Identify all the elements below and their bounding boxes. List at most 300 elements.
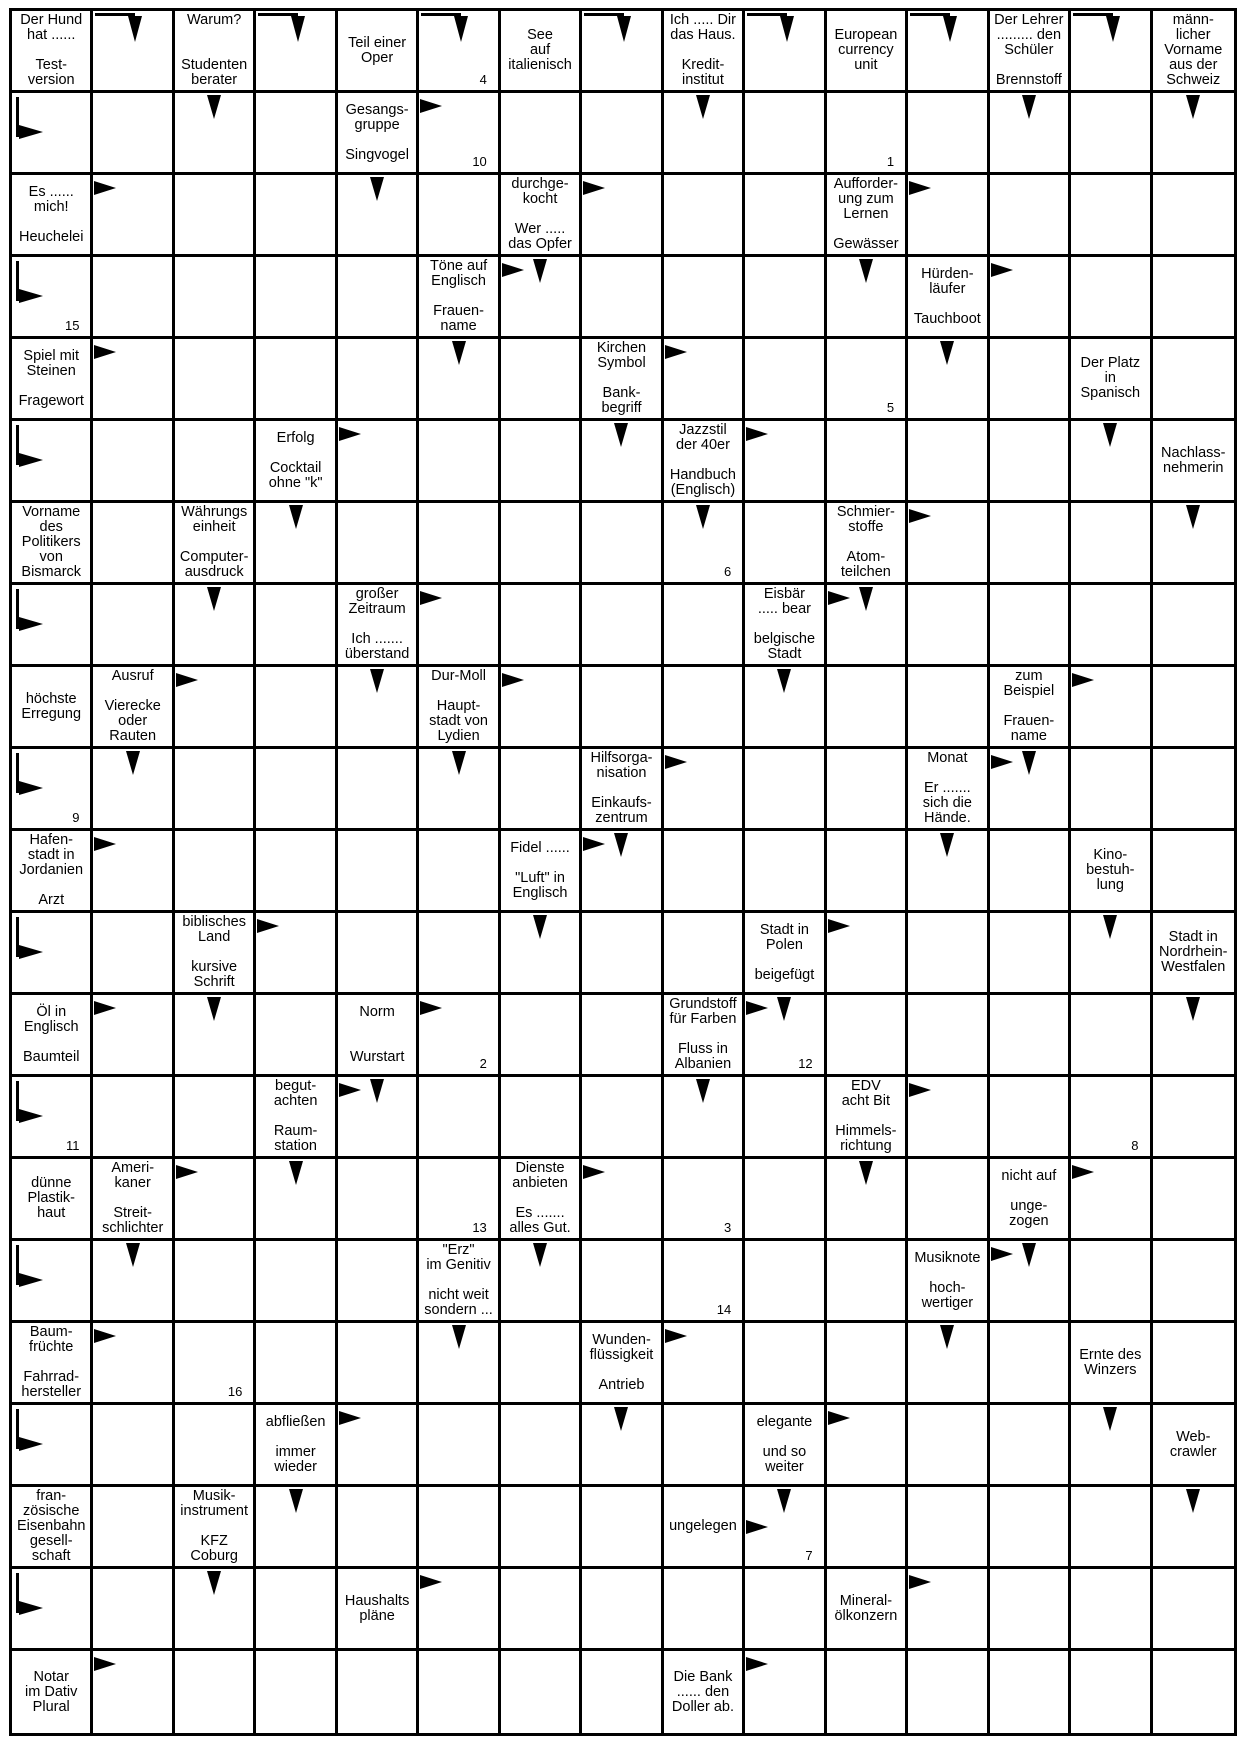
answer-cell-r12c13[interactable] bbox=[1071, 995, 1152, 1077]
answer-cell-r5c13[interactable] bbox=[1071, 421, 1152, 503]
answer-cell-r13c7[interactable] bbox=[582, 1077, 663, 1159]
arrow-right-icon bbox=[909, 1083, 931, 1097]
answer-cell-r15c8[interactable] bbox=[664, 1241, 745, 1323]
answer-cell-r17c7[interactable] bbox=[582, 1405, 663, 1487]
answer-cell-r16c11[interactable] bbox=[908, 1323, 989, 1405]
answer-cell-r1c5[interactable] bbox=[419, 93, 500, 175]
answer-cell-r14c3[interactable] bbox=[256, 1159, 337, 1241]
answer-cell-r0c3[interactable] bbox=[256, 11, 337, 93]
answer-cell-r8c13[interactable] bbox=[1071, 667, 1152, 749]
answer-cell-r9c12[interactable] bbox=[990, 749, 1071, 831]
answer-cell-r20c10[interactable] bbox=[827, 1651, 908, 1733]
clue-text: Kirchen Symbol Bank- begriff bbox=[596, 340, 647, 416]
answer-cell-r1c11[interactable] bbox=[908, 93, 989, 175]
arrow-down-then-right-icon bbox=[12, 1405, 52, 1455]
answer-cell-r19c5[interactable] bbox=[419, 1569, 500, 1651]
answer-cell-r20c5[interactable] bbox=[419, 1651, 500, 1733]
answer-cell-r8c6[interactable] bbox=[501, 667, 582, 749]
clue-text: ungelegen bbox=[669, 1518, 737, 1534]
clue-text: Vorname des Politikers von Bismarck bbox=[21, 504, 82, 580]
answer-cell-r1c13[interactable] bbox=[1071, 93, 1152, 175]
answer-cell-r14c14[interactable] bbox=[1153, 1159, 1234, 1241]
answer-cell-r19c11[interactable] bbox=[908, 1569, 989, 1651]
answer-cell-r19c6[interactable] bbox=[501, 1569, 582, 1651]
answer-cell-r15c1[interactable] bbox=[93, 1241, 174, 1323]
answer-cell-r18c6[interactable] bbox=[501, 1487, 582, 1569]
answer-cell-r3c9[interactable] bbox=[745, 257, 826, 339]
clue-cell-r2c0 bbox=[12, 175, 93, 257]
answer-cell-r5c12[interactable] bbox=[990, 421, 1071, 503]
answer-cell-r8c11[interactable] bbox=[908, 667, 989, 749]
answer-cell-r7c12[interactable] bbox=[990, 585, 1071, 667]
answer-cell-r20c3[interactable] bbox=[256, 1651, 337, 1733]
answer-cell-r0c9[interactable] bbox=[745, 11, 826, 93]
answer-cell-r13c14[interactable] bbox=[1153, 1077, 1234, 1159]
clue-cell-r8c1 bbox=[93, 667, 174, 749]
answer-cell-r5c1[interactable] bbox=[93, 421, 174, 503]
answer-cell-r8c3[interactable] bbox=[256, 667, 337, 749]
clue-cell-r3c5 bbox=[419, 257, 500, 339]
answer-cell-r1c3[interactable] bbox=[256, 93, 337, 175]
answer-cell-r11c8[interactable] bbox=[664, 913, 745, 995]
answer-cell-r10c5[interactable] bbox=[419, 831, 500, 913]
answer-cell-r12c6[interactable] bbox=[501, 995, 582, 1077]
answer-cell-r18c11[interactable] bbox=[908, 1487, 989, 1569]
clue-text: abfließen immer wieder bbox=[265, 1413, 326, 1475]
answer-cell-r20c9[interactable] bbox=[745, 1651, 826, 1733]
answer-cell-r18c10[interactable] bbox=[827, 1487, 908, 1569]
clue-cell-r18c8 bbox=[664, 1487, 745, 1569]
answer-cell-r18c5[interactable] bbox=[419, 1487, 500, 1569]
answer-cell-r16c10[interactable] bbox=[827, 1323, 908, 1405]
answer-cell-r6c7[interactable] bbox=[582, 503, 663, 585]
answer-cell-r12c7[interactable] bbox=[582, 995, 663, 1077]
answer-cell-r15c10[interactable] bbox=[827, 1241, 908, 1323]
answer-cell-r17c10[interactable] bbox=[827, 1405, 908, 1487]
answer-cell-r3c12[interactable] bbox=[990, 257, 1071, 339]
answer-cell-r10c3[interactable] bbox=[256, 831, 337, 913]
answer-cell-r18c14[interactable] bbox=[1153, 1487, 1234, 1569]
answer-cell-r2c12[interactable] bbox=[990, 175, 1071, 257]
answer-cell-r8c4[interactable] bbox=[338, 667, 419, 749]
answer-cell-r14c10[interactable] bbox=[827, 1159, 908, 1241]
answer-cell-r2c3[interactable] bbox=[256, 175, 337, 257]
answer-cell-r6c4[interactable] bbox=[338, 503, 419, 585]
answer-cell-r11c12[interactable] bbox=[990, 913, 1071, 995]
clue-text: Hilfsorga- nisation Einkaufs- zentrum bbox=[590, 750, 653, 826]
answer-cell-r13c9[interactable] bbox=[745, 1077, 826, 1159]
answer-cell-r12c5[interactable] bbox=[419, 995, 500, 1077]
answer-cell-r3c1[interactable] bbox=[93, 257, 174, 339]
answer-cell-r20c11[interactable] bbox=[908, 1651, 989, 1733]
answer-cell-r4c12[interactable] bbox=[990, 339, 1071, 421]
answer-cell-r10c12[interactable] bbox=[990, 831, 1071, 913]
answer-cell-r20c2[interactable] bbox=[175, 1651, 256, 1733]
answer-cell-r6c1[interactable] bbox=[93, 503, 174, 585]
answer-cell-r13c11[interactable] bbox=[908, 1077, 989, 1159]
answer-cell-r1c9[interactable] bbox=[745, 93, 826, 175]
answer-cell-r20c12[interactable] bbox=[990, 1651, 1071, 1733]
answer-cell-r12c9[interactable] bbox=[745, 995, 826, 1077]
answer-cell-r14c4[interactable] bbox=[338, 1159, 419, 1241]
answer-cell-r13c13[interactable] bbox=[1071, 1077, 1152, 1159]
answer-cell-r11c0[interactable] bbox=[12, 913, 93, 995]
answer-cell-r16c12[interactable] bbox=[990, 1323, 1071, 1405]
answer-cell-r13c6[interactable] bbox=[501, 1077, 582, 1159]
clue-text: fran- zösische Eisenbahn gesell- schaft bbox=[16, 1488, 86, 1564]
answer-cell-r13c0[interactable] bbox=[12, 1077, 93, 1159]
answer-cell-r18c9[interactable] bbox=[745, 1487, 826, 1569]
answer-cell-r2c11[interactable] bbox=[908, 175, 989, 257]
answer-cell-r8c9[interactable] bbox=[745, 667, 826, 749]
answer-cell-r0c11[interactable] bbox=[908, 11, 989, 93]
answer-cell-r4c9[interactable] bbox=[745, 339, 826, 421]
answer-cell-r1c10[interactable] bbox=[827, 93, 908, 175]
clue-cell-r8c5 bbox=[419, 667, 500, 749]
answer-cell-r11c10[interactable] bbox=[827, 913, 908, 995]
answer-cell-r14c11[interactable] bbox=[908, 1159, 989, 1241]
answer-cell-r4c6[interactable] bbox=[501, 339, 582, 421]
answer-cell-r9c6[interactable] bbox=[501, 749, 582, 831]
answer-cell-r11c1[interactable] bbox=[93, 913, 174, 995]
answer-cell-r5c6[interactable] bbox=[501, 421, 582, 503]
answer-cell-r17c12[interactable] bbox=[990, 1405, 1071, 1487]
answer-cell-r7c0[interactable] bbox=[12, 585, 93, 667]
answer-cell-r0c7[interactable] bbox=[582, 11, 663, 93]
answer-cell-r19c7[interactable] bbox=[582, 1569, 663, 1651]
answer-cell-r2c5[interactable] bbox=[419, 175, 500, 257]
answer-cell-r1c2[interactable] bbox=[175, 93, 256, 175]
answer-cell-r10c4[interactable] bbox=[338, 831, 419, 913]
answer-cell-r10c11[interactable] bbox=[908, 831, 989, 913]
clue-text: nicht auf unge- zogen bbox=[1001, 1167, 1057, 1229]
answer-cell-r14c9[interactable] bbox=[745, 1159, 826, 1241]
answer-cell-r16c1[interactable] bbox=[93, 1323, 174, 1405]
answer-cell-r13c2[interactable] bbox=[175, 1077, 256, 1159]
answer-cell-r18c13[interactable] bbox=[1071, 1487, 1152, 1569]
answer-cell-r15c13[interactable] bbox=[1071, 1241, 1152, 1323]
answer-cell-r6c11[interactable] bbox=[908, 503, 989, 585]
answer-cell-r3c13[interactable] bbox=[1071, 257, 1152, 339]
answer-cell-r19c8[interactable] bbox=[664, 1569, 745, 1651]
answer-cell-r15c0[interactable] bbox=[12, 1241, 93, 1323]
answer-cell-r17c1[interactable] bbox=[93, 1405, 174, 1487]
answer-cell-r1c12[interactable] bbox=[990, 93, 1071, 175]
answer-cell-r7c1[interactable] bbox=[93, 585, 174, 667]
answer-cell-r20c6[interactable] bbox=[501, 1651, 582, 1733]
answer-cell-r11c3[interactable] bbox=[256, 913, 337, 995]
clue-cell-r7c4 bbox=[338, 585, 419, 667]
answer-cell-r4c1[interactable] bbox=[93, 339, 174, 421]
clue-text: Kino- bestuh- lung bbox=[1086, 847, 1135, 893]
arrow-down-icon bbox=[1103, 423, 1117, 447]
answer-cell-r20c1[interactable] bbox=[93, 1651, 174, 1733]
answer-cell-r15c12[interactable] bbox=[990, 1241, 1071, 1323]
arrow-down-icon bbox=[533, 1243, 547, 1267]
answer-cell-r15c6[interactable] bbox=[501, 1241, 582, 1323]
answer-cell-r9c4[interactable] bbox=[338, 749, 419, 831]
answer-cell-r14c7[interactable] bbox=[582, 1159, 663, 1241]
answer-cell-r3c8[interactable] bbox=[664, 257, 745, 339]
answer-cell-r5c7[interactable] bbox=[582, 421, 663, 503]
answer-cell-r1c6[interactable] bbox=[501, 93, 582, 175]
answer-cell-r10c14[interactable] bbox=[1153, 831, 1234, 913]
arrow-right-icon bbox=[909, 1575, 931, 1589]
arrow-down-icon bbox=[207, 95, 221, 119]
answer-cell-r7c7[interactable] bbox=[582, 585, 663, 667]
answer-cell-r20c13[interactable] bbox=[1071, 1651, 1152, 1733]
answer-cell-r19c14[interactable] bbox=[1153, 1569, 1234, 1651]
answer-cell-r0c13[interactable] bbox=[1071, 11, 1152, 93]
answer-cell-r2c14[interactable] bbox=[1153, 175, 1234, 257]
answer-cell-r15c2[interactable] bbox=[175, 1241, 256, 1323]
answer-cell-r14c8[interactable] bbox=[664, 1159, 745, 1241]
answer-cell-r14c5[interactable] bbox=[419, 1159, 500, 1241]
answer-cell-r7c2[interactable] bbox=[175, 585, 256, 667]
arrow-down-icon bbox=[452, 341, 466, 365]
answer-cell-r12c10[interactable] bbox=[827, 995, 908, 1077]
answer-cell-r19c13[interactable] bbox=[1071, 1569, 1152, 1651]
answer-cell-r5c9[interactable] bbox=[745, 421, 826, 503]
answer-cell-r13c1[interactable] bbox=[93, 1077, 174, 1159]
answer-cell-r1c0[interactable] bbox=[12, 93, 93, 175]
answer-cell-r10c7[interactable] bbox=[582, 831, 663, 913]
answer-cell-r5c0[interactable] bbox=[12, 421, 93, 503]
answer-cell-r12c3[interactable] bbox=[256, 995, 337, 1077]
answer-cell-r12c11[interactable] bbox=[908, 995, 989, 1077]
answer-cell-r19c9[interactable] bbox=[745, 1569, 826, 1651]
answer-cell-r7c13[interactable] bbox=[1071, 585, 1152, 667]
clue-cell-r4c7 bbox=[582, 339, 663, 421]
answer-cell-r10c10[interactable] bbox=[827, 831, 908, 913]
clue-cell-r4c13 bbox=[1071, 339, 1152, 421]
answer-cell-r8c14[interactable] bbox=[1153, 667, 1234, 749]
answer-cell-r17c5[interactable] bbox=[419, 1405, 500, 1487]
answer-cell-r6c3[interactable] bbox=[256, 503, 337, 585]
answer-cell-r7c5[interactable] bbox=[419, 585, 500, 667]
answer-cell-r3c6[interactable] bbox=[501, 257, 582, 339]
answer-cell-r18c1[interactable] bbox=[93, 1487, 174, 1569]
answer-cell-r7c11[interactable] bbox=[908, 585, 989, 667]
answer-cell-r17c8[interactable] bbox=[664, 1405, 745, 1487]
answer-cell-r16c5[interactable] bbox=[419, 1323, 500, 1405]
answer-cell-r17c11[interactable] bbox=[908, 1405, 989, 1487]
answer-cell-r16c8[interactable] bbox=[664, 1323, 745, 1405]
answer-cell-r18c12[interactable] bbox=[990, 1487, 1071, 1569]
answer-cell-r9c9[interactable] bbox=[745, 749, 826, 831]
answer-cell-r10c8[interactable] bbox=[664, 831, 745, 913]
arrow-right-icon bbox=[909, 509, 931, 523]
answer-cell-r19c2[interactable] bbox=[175, 1569, 256, 1651]
answer-cell-r0c5[interactable] bbox=[419, 11, 500, 93]
arrow-down-icon bbox=[289, 1489, 303, 1513]
clue-text: Wunden- flüssigkeit Antrieb bbox=[589, 1331, 654, 1393]
answer-cell-r5c2[interactable] bbox=[175, 421, 256, 503]
answer-cell-r4c11[interactable] bbox=[908, 339, 989, 421]
answer-cell-r9c0[interactable] bbox=[12, 749, 93, 831]
answer-cell-r18c7[interactable] bbox=[582, 1487, 663, 1569]
answer-cell-r15c4[interactable] bbox=[338, 1241, 419, 1323]
answer-cell-r18c4[interactable] bbox=[338, 1487, 419, 1569]
answer-cell-r12c12[interactable] bbox=[990, 995, 1071, 1077]
answer-cell-r8c10[interactable] bbox=[827, 667, 908, 749]
answer-cell-r2c4[interactable] bbox=[338, 175, 419, 257]
answer-cell-r1c1[interactable] bbox=[93, 93, 174, 175]
answer-cell-r9c1[interactable] bbox=[93, 749, 174, 831]
answer-cell-r4c10[interactable] bbox=[827, 339, 908, 421]
answer-cell-r3c10[interactable] bbox=[827, 257, 908, 339]
answer-cell-r16c6[interactable] bbox=[501, 1323, 582, 1405]
clue-text: höchste Erregung bbox=[21, 690, 82, 722]
arrow-right-icon bbox=[420, 591, 442, 605]
arrow-down-then-right-icon bbox=[12, 421, 52, 471]
answer-cell-r2c13[interactable] bbox=[1071, 175, 1152, 257]
arrow-right-icon bbox=[746, 1520, 768, 1534]
answer-cell-r2c1[interactable] bbox=[93, 175, 174, 257]
answer-cell-r11c6[interactable] bbox=[501, 913, 582, 995]
answer-cell-r1c7[interactable] bbox=[582, 93, 663, 175]
answer-cell-r7c3[interactable] bbox=[256, 585, 337, 667]
answer-cell-r3c4[interactable] bbox=[338, 257, 419, 339]
answer-cell-r13c12[interactable] bbox=[990, 1077, 1071, 1159]
answer-cell-r2c8[interactable] bbox=[664, 175, 745, 257]
solution-number: 16 bbox=[227, 1384, 243, 1399]
answer-cell-r4c4[interactable] bbox=[338, 339, 419, 421]
answer-cell-r17c13[interactable] bbox=[1071, 1405, 1152, 1487]
answer-cell-r6c13[interactable] bbox=[1071, 503, 1152, 585]
answer-cell-r6c9[interactable] bbox=[745, 503, 826, 585]
answer-cell-r20c7[interactable] bbox=[582, 1651, 663, 1733]
answer-cell-r11c4[interactable] bbox=[338, 913, 419, 995]
answer-cell-r3c0[interactable] bbox=[12, 257, 93, 339]
answer-cell-r19c12[interactable] bbox=[990, 1569, 1071, 1651]
answer-cell-r16c14[interactable] bbox=[1153, 1323, 1234, 1405]
answer-cell-r10c9[interactable] bbox=[745, 831, 826, 913]
answer-cell-r16c3[interactable] bbox=[256, 1323, 337, 1405]
answer-cell-r9c10[interactable] bbox=[827, 749, 908, 831]
answer-cell-r3c2[interactable] bbox=[175, 257, 256, 339]
answer-cell-r3c14[interactable] bbox=[1153, 257, 1234, 339]
answer-cell-r7c10[interactable] bbox=[827, 585, 908, 667]
answer-cell-r7c6[interactable] bbox=[501, 585, 582, 667]
arrow-right-icon bbox=[1072, 1165, 1094, 1179]
answer-cell-r10c2[interactable] bbox=[175, 831, 256, 913]
answer-cell-r14c2[interactable] bbox=[175, 1159, 256, 1241]
answer-cell-r12c1[interactable] bbox=[93, 995, 174, 1077]
answer-cell-r12c2[interactable] bbox=[175, 995, 256, 1077]
crossword-grid bbox=[9, 8, 1237, 1736]
answer-cell-r2c9[interactable] bbox=[745, 175, 826, 257]
answer-cell-r6c14[interactable] bbox=[1153, 503, 1234, 585]
solution-number: 12 bbox=[798, 1056, 813, 1071]
answer-cell-r16c9[interactable] bbox=[745, 1323, 826, 1405]
answer-cell-r9c3[interactable] bbox=[256, 749, 337, 831]
arrow-down-icon bbox=[614, 1407, 628, 1431]
answer-cell-r17c2[interactable] bbox=[175, 1405, 256, 1487]
answer-cell-r6c5[interactable] bbox=[419, 503, 500, 585]
answer-cell-r0c1[interactable] bbox=[93, 11, 174, 93]
answer-cell-r19c3[interactable] bbox=[256, 1569, 337, 1651]
answer-cell-r19c0[interactable] bbox=[12, 1569, 93, 1651]
answer-cell-r2c7[interactable] bbox=[582, 175, 663, 257]
answer-cell-r4c8[interactable] bbox=[664, 339, 745, 421]
answer-cell-r1c8[interactable] bbox=[664, 93, 745, 175]
answer-cell-r7c14[interactable] bbox=[1153, 585, 1234, 667]
answer-cell-r6c8[interactable] bbox=[664, 503, 745, 585]
answer-cell-r6c6[interactable] bbox=[501, 503, 582, 585]
answer-cell-r17c0[interactable] bbox=[12, 1405, 93, 1487]
clue-text: biblisches Land kursive Schrift bbox=[182, 914, 246, 990]
clue-cell-r14c0 bbox=[12, 1159, 93, 1241]
answer-cell-r7c8[interactable] bbox=[664, 585, 745, 667]
answer-cell-r17c6[interactable] bbox=[501, 1405, 582, 1487]
answer-cell-r9c5[interactable] bbox=[419, 749, 500, 831]
answer-cell-r13c4[interactable] bbox=[338, 1077, 419, 1159]
clue-cell-r6c10 bbox=[827, 503, 908, 585]
arrow-down-icon bbox=[696, 95, 710, 119]
arrow-down-icon bbox=[126, 1243, 140, 1267]
answer-cell-r15c9[interactable] bbox=[745, 1241, 826, 1323]
answer-cell-r3c3[interactable] bbox=[256, 257, 337, 339]
arrow-down-icon bbox=[452, 1325, 466, 1349]
answer-cell-r20c14[interactable] bbox=[1153, 1651, 1234, 1733]
answer-cell-r9c8[interactable] bbox=[664, 749, 745, 831]
answer-cell-r8c8[interactable] bbox=[664, 667, 745, 749]
answer-cell-r15c14[interactable] bbox=[1153, 1241, 1234, 1323]
answer-cell-r14c13[interactable] bbox=[1071, 1159, 1152, 1241]
answer-cell-r11c5[interactable] bbox=[419, 913, 500, 995]
answer-cell-r9c14[interactable] bbox=[1153, 749, 1234, 831]
answer-cell-r18c3[interactable] bbox=[256, 1487, 337, 1569]
answer-cell-r19c1[interactable] bbox=[93, 1569, 174, 1651]
answer-cell-r13c5[interactable] bbox=[419, 1077, 500, 1159]
clue-text: See auf italienisch bbox=[508, 27, 572, 73]
answer-cell-r20c4[interactable] bbox=[338, 1651, 419, 1733]
answer-cell-r5c4[interactable] bbox=[338, 421, 419, 503]
clue-cell-r13c10 bbox=[827, 1077, 908, 1159]
answer-cell-r9c13[interactable] bbox=[1071, 749, 1152, 831]
answer-cell-r5c10[interactable] bbox=[827, 421, 908, 503]
clue-text: elegante und so weiter bbox=[756, 1413, 813, 1475]
answer-cell-r2c2[interactable] bbox=[175, 175, 256, 257]
answer-cell-r11c13[interactable] bbox=[1071, 913, 1152, 995]
answer-cell-r13c8[interactable] bbox=[664, 1077, 745, 1159]
answer-cell-r15c7[interactable] bbox=[582, 1241, 663, 1323]
answer-cell-r8c2[interactable] bbox=[175, 667, 256, 749]
answer-cell-r4c3[interactable] bbox=[256, 339, 337, 421]
answer-cell-r16c2[interactable] bbox=[175, 1323, 256, 1405]
answer-cell-r9c2[interactable] bbox=[175, 749, 256, 831]
answer-cell-r4c14[interactable] bbox=[1153, 339, 1234, 421]
answer-cell-r8c7[interactable] bbox=[582, 667, 663, 749]
answer-cell-r6c12[interactable] bbox=[990, 503, 1071, 585]
answer-cell-r3c7[interactable] bbox=[582, 257, 663, 339]
answer-cell-r15c3[interactable] bbox=[256, 1241, 337, 1323]
arrow-down-then-right-icon bbox=[12, 749, 52, 799]
answer-cell-r4c2[interactable] bbox=[175, 339, 256, 421]
answer-cell-r4c5[interactable] bbox=[419, 339, 500, 421]
answer-cell-r12c14[interactable] bbox=[1153, 995, 1234, 1077]
answer-cell-r5c5[interactable] bbox=[419, 421, 500, 503]
answer-cell-r10c1[interactable] bbox=[93, 831, 174, 913]
answer-cell-r17c4[interactable] bbox=[338, 1405, 419, 1487]
answer-cell-r16c4[interactable] bbox=[338, 1323, 419, 1405]
answer-cell-r11c11[interactable] bbox=[908, 913, 989, 995]
clue-text: Baum- früchte Fahrrad- hersteller bbox=[21, 1324, 82, 1400]
answer-cell-r11c7[interactable] bbox=[582, 913, 663, 995]
answer-cell-r1c14[interactable] bbox=[1153, 93, 1234, 175]
answer-cell-r5c11[interactable] bbox=[908, 421, 989, 503]
